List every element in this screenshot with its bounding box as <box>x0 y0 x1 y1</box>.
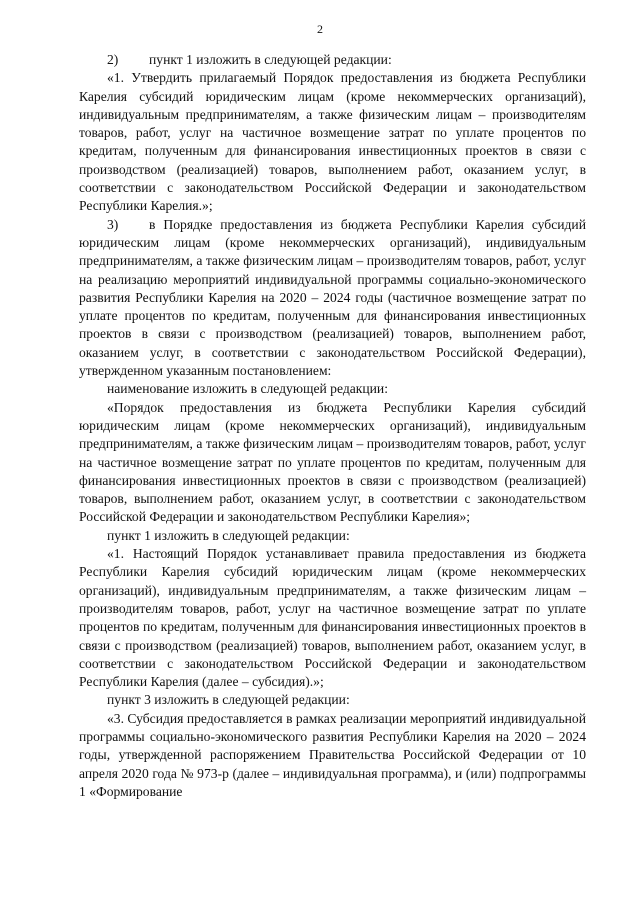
page-number: 2 <box>317 22 323 36</box>
list-item-text: в Порядке предоставления из бюджета Республики Карелия субсидий юридическим лицам (кроме некоммерческих организаций), индивидуальным предпринимателям, а также физическим лицам – производителям товаров, работ, услуг на реализацию мероприятий индивидуальной программы социально-экономического развития Республики Карелия на 2020 – 2024 годы (частичное возмещение затрат по уплате процентов по кредитам, полученным для финансирования инвестиционных проектов в связи с производством (реализацией) товаров, выполнением работ, оказанием услуг, в соответствии с законодательством Российской Федерации), утвержденном указанным постановлением: <box>79 216 586 379</box>
list-item-number: 3) <box>107 216 119 232</box>
paragraph-quote-title: «Порядок предоставления из бюджета Республики Карелия субсидий юридическим лицам (кроме некоммерческих организаций), индивидуальным предпринимателям, а также физическим лицам – производителям товаров, работ, услуг на частичное возмещение затрат по уплате процентов по кредитам, полученным для финансирования инвестиционных проектов в связи с производством (реализацией) товаров, выполнением работ, оказанием услуг, в соответствии с законодательством Российской Федерации и законодательством Республики Карелия»; <box>79 399 586 525</box>
document-body <box>79 51 586 801</box>
list-item-3 <box>79 216 586 381</box>
paragraph-quote-clause1: «1. Настоящий Порядок устанавливает правила предоставления из бюджета Республики Карелия субсидий юридическим лицам (кроме некоммерческих организаций), индивидуальным предпринимателям, а также физическим лицам – производителям товаров, работ, услуг на частичное возмещение затрат по уплате процентов по кредитам, полученным для финансирования инвестиционных проектов в связи с производством (реализацией) товаров, выполнением работ, оказанием услуг, в соответствии с законодательством Российской Федерации и законодательством Республики Карелия (далее – субсидия).»; <box>79 546 586 690</box>
paragraph-quote-clause3: «3. Субсидия предоставляется в рамках реализации мероприятий индивидуальной программы социально-экономического развития Республики Карелия на 2020 – 2024 годы, утвержденной распоряжением Правительства Российской Федерации от 10 апреля 2020 года № 973-р (далее – индивидуальная программа), и (или) подпрограммы 1 «Формирование <box>79 710 586 799</box>
paragraph-title-change: наименование изложить в следующей редакции: <box>107 381 388 397</box>
paragraph-quote-1: «1. Утвердить прилагаемый Порядок предоставления из бюджета Республики Карелия субсидий юридическим лицам (кроме некоммерческих организаций), индивидуальным предпринимателям, а также физическим лицам – производителям товаров, работ, услуг на частичное возмещение затрат по уплате процентов по кредитам, полученным для финансирования инвестиционных проектов в связи с производством (реализацией) товаров, выполнением работ, оказанием услуг, в соответствии с законодательством Российской Федерации и законодательством Республики Карелия.»; <box>79 70 586 214</box>
paragraph-clause1-change: пункт 1 изложить в следующей редакции: <box>107 527 350 543</box>
list-item-number: 2) <box>107 52 119 67</box>
list-item-2 <box>79 51 586 69</box>
paragraph-clause3-change: пункт 3 изложить в следующей редакции: <box>107 692 350 708</box>
list-item-text: пункт 1 изложить в следующей редакции: <box>149 52 392 67</box>
